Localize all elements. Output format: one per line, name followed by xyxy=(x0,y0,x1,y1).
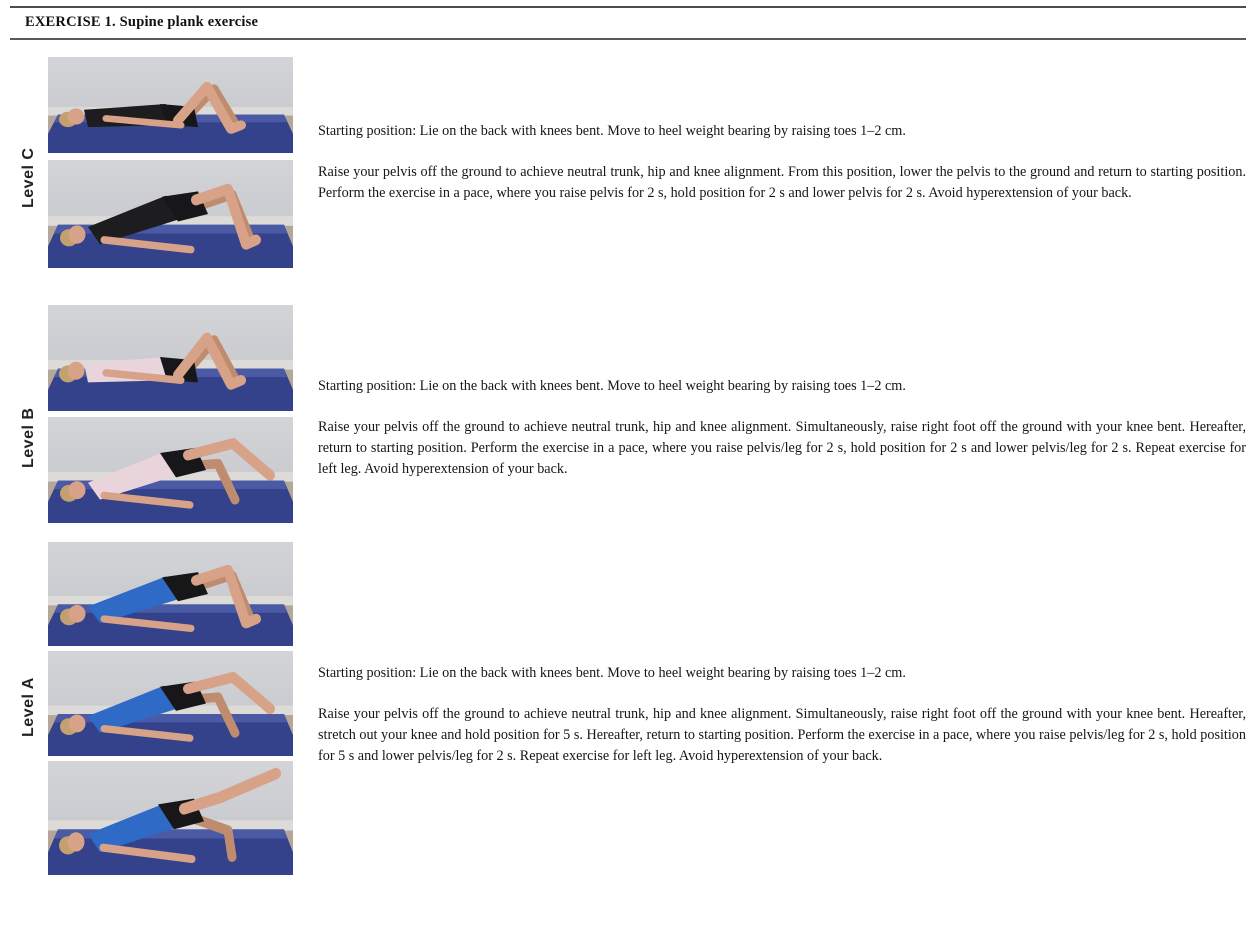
exercise-title: EXERCISE 1. Supine plank exercise xyxy=(25,14,259,30)
level-b-instructions: Raise your pelvis off the ground to achieve neutral trunk, hip and knee alignment. Simultaneously, raise right foot off the ground with your knee bent. Hereafter, return to starting position. Perform the exercise in a pace, where you raise pelvis/leg for 2 s, hold position for 2 s and lower pelvis/leg for 2 s. Repeat exercise for left leg. Avoid hyperextension of your back. xyxy=(318,419,1246,477)
level-c-label: Level C xyxy=(20,147,37,208)
header-top-rule xyxy=(10,6,1246,8)
level-b-label: Level B xyxy=(20,407,37,468)
level-c-instructions: Raise your pelvis off the ground to achieve neutral trunk, hip and knee alignment. From this position, lower the pelvis to the ground and return to starting position. Perform the exercise in a pace, where you raise pelvis for 2 s, hold position for 2 s and lower pelvis for 2 s. Avoid hyperextension of your back. xyxy=(318,164,1246,201)
photo-level-a-bridge-knee xyxy=(48,651,293,756)
photo-level-a-bridge-extended xyxy=(48,761,293,875)
photo-level-c-starting xyxy=(48,57,293,153)
level-b-text xyxy=(318,376,1246,480)
level-c-text xyxy=(318,121,1246,204)
level-b-starting-position: Starting position: Lie on the back with knees bent. Move to heel weight bearing by raising toes 1–2 cm. xyxy=(318,378,906,394)
level-a-starting-position: Starting position: Lie on the back with knees bent. Move to heel weight bearing by raising toes 1–2 cm. xyxy=(318,665,906,681)
level-a-label: Level A xyxy=(20,677,37,738)
photo-level-a-bridge xyxy=(48,542,293,646)
level-a-instructions: Raise your pelvis off the ground to achieve neutral trunk, hip and knee alignment. Simultaneously, raise right foot off the ground with your knee bent. Hereafter, stretch out your knee and hold position for 5 s. Hereafter, return to starting position. Perform the exercise in a pace, where you raise pelvis/leg for 2 s, hold position for 5 s and lower pelvis/leg for 2 s. Repeat exercise for left leg. Avoid hyperextension of your back. xyxy=(318,706,1246,764)
photo-level-c-bridge xyxy=(48,160,293,268)
header-bottom-rule xyxy=(10,38,1246,40)
level-a-text xyxy=(318,663,1246,767)
photo-level-b-bridge-knee xyxy=(48,417,293,523)
photo-level-b-starting xyxy=(48,305,293,411)
level-c-starting-position: Starting position: Lie on the back with knees bent. Move to heel weight bearing by raising toes 1–2 cm. xyxy=(318,123,906,139)
